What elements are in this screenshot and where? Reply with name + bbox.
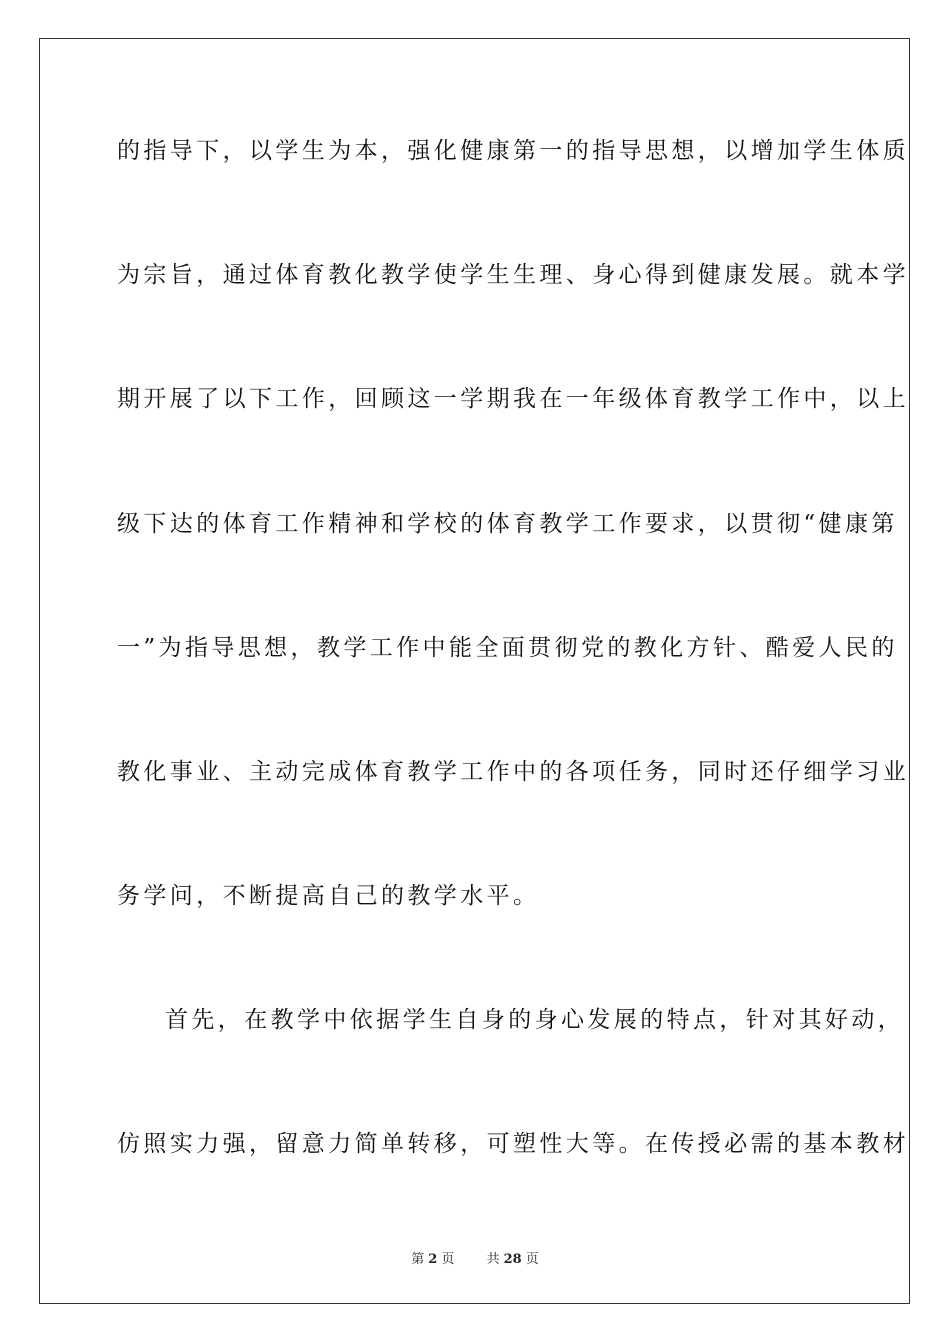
total-suffix: 页 bbox=[525, 1252, 539, 1267]
paragraph-line-1: 的指导下，以学生为本，强化健康第一的指导思想，以增加学生体质 bbox=[117, 138, 909, 164]
paragraph-line-4: 级下达的体育工作精神和学校的体育教学工作要求，以贯彻“健康第 bbox=[117, 511, 898, 537]
paragraph-line-5: 一”为指导思想，教学工作中能全面贯彻党的教化方针、酷爱人民的 bbox=[117, 635, 898, 661]
paragraph-line-2: 为宗旨，通过体育教化教学使学生生理、身心得到健康发展。就本学 bbox=[117, 262, 909, 288]
paragraph-line-8: 首先，在教学中依据学生自身的身心发展的特点，针对其好动， bbox=[165, 1007, 905, 1033]
page-number: 2 bbox=[428, 1252, 438, 1267]
page-suffix: 页 bbox=[441, 1252, 455, 1267]
paragraph-line-9: 仿照实力强，留意力简单转移，可塑性大等。在传授必需的基本教材 bbox=[117, 1131, 909, 1157]
total-pages: 28 bbox=[503, 1252, 522, 1267]
page-footer bbox=[0, 1248, 950, 1267]
paragraph-line-6: 教化事业、主动完成体育教学工作中的各项任务，同时还仔细学习业 bbox=[117, 759, 909, 785]
total-prefix: 共 bbox=[486, 1252, 500, 1267]
page-prefix: 第 bbox=[411, 1252, 425, 1267]
paragraph-line-7: 务学问，不断提高自己的教学水平。 bbox=[117, 883, 540, 909]
page-frame bbox=[39, 38, 910, 1304]
paragraph-line-3: 期开展了以下工作，回顾这一学期我在一年级体育教学工作中，以上 bbox=[117, 386, 909, 412]
